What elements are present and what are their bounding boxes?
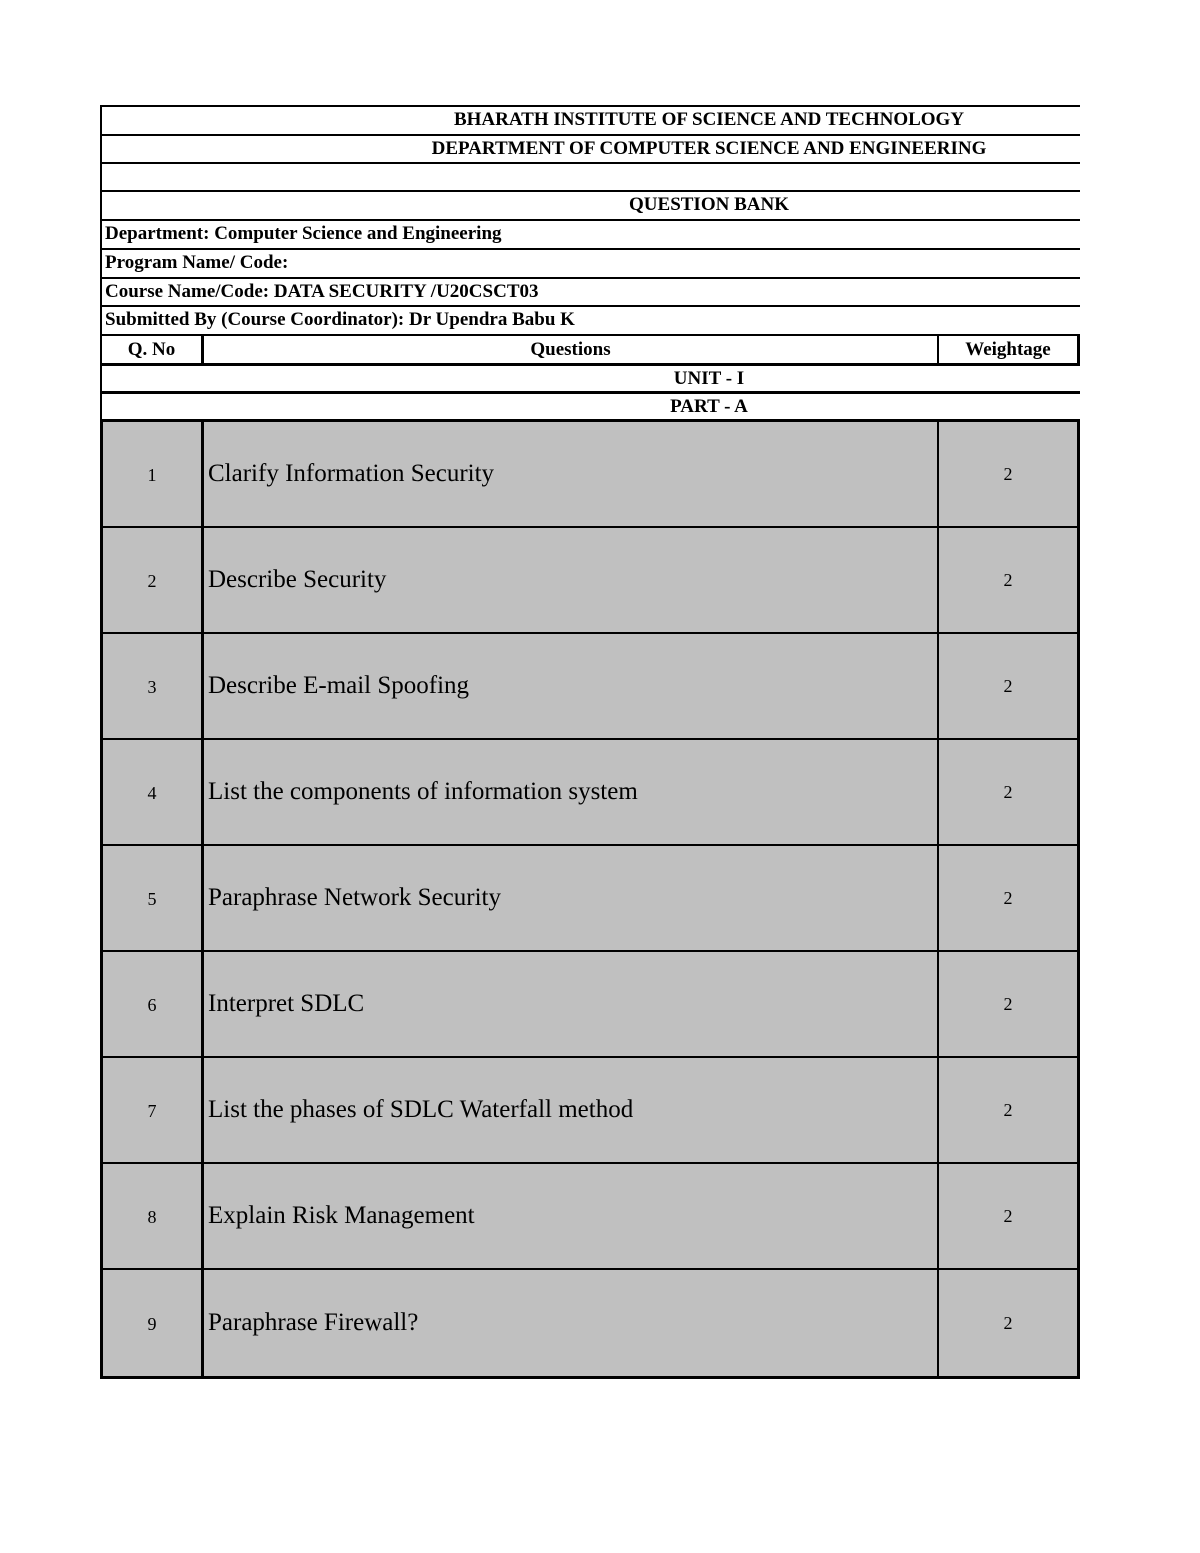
question-text: List the phases of SDLC Waterfall method — [201, 1058, 937, 1162]
blank-row — [100, 162, 1080, 190]
part-row — [100, 391, 1080, 419]
question-bank-sheet — [100, 105, 1080, 1379]
question-text: Paraphrase Network Security — [201, 846, 937, 950]
table-row — [103, 1164, 1080, 1270]
table-row — [103, 740, 1080, 846]
institute-name: BHARATH INSTITUTE OF SCIENCE AND TECHNOLOGY — [453, 109, 965, 130]
doc-title: QUESTION BANK — [629, 194, 789, 215]
question-text: Paraphrase Firewall? — [201, 1270, 937, 1376]
question-weightage: 2 — [937, 740, 1080, 844]
info-program-row — [100, 248, 1080, 277]
table-row — [103, 1058, 1080, 1164]
question-number: 7 — [147, 1100, 157, 1121]
table-row — [103, 1270, 1080, 1376]
column-header-row — [100, 334, 1080, 363]
column-header-qno: Q. No — [100, 334, 201, 363]
info-department-row — [100, 219, 1080, 248]
table-row — [103, 422, 1080, 528]
question-number: 8 — [147, 1206, 157, 1227]
question-number: 1 — [147, 464, 157, 485]
question-weightage: 2 — [937, 846, 1080, 950]
question-number: 2 — [147, 570, 157, 591]
column-header-weightage: Weightage — [937, 334, 1080, 363]
questions-table — [100, 419, 1080, 1379]
table-row — [103, 634, 1080, 740]
doc-title-row — [100, 190, 1080, 219]
info-course-row — [100, 277, 1080, 305]
department-title-row — [100, 134, 1080, 162]
question-number: 3 — [147, 676, 157, 697]
unit-label: UNIT - I — [673, 368, 745, 389]
table-row — [103, 528, 1080, 634]
table-row — [103, 952, 1080, 1058]
unit-row — [100, 363, 1080, 391]
info-submitted-by: Submitted By (Course Coordinator): Dr Upendra Babu K — [105, 309, 575, 330]
info-program: Program Name/ Code: — [105, 252, 289, 273]
question-weightage: 2 — [937, 952, 1080, 1056]
part-label: PART - A — [670, 396, 748, 417]
info-course: Course Name/Code: DATA SECURITY /U20CSCT03 — [105, 281, 539, 302]
question-text: Describe E-mail Spoofing — [201, 634, 937, 738]
department-title: DEPARTMENT OF COMPUTER SCIENCE AND ENGINEERING — [431, 138, 987, 159]
question-text: Clarify Information Security — [201, 422, 937, 526]
question-number: 9 — [147, 1313, 157, 1334]
question-text: Interpret SDLC — [201, 952, 937, 1056]
question-text: Describe Security — [201, 528, 937, 632]
info-submitted-row — [100, 305, 1080, 334]
institute-row — [100, 105, 1080, 134]
question-number: 5 — [147, 888, 157, 909]
question-weightage: 2 — [937, 1164, 1080, 1268]
question-weightage: 2 — [937, 1270, 1080, 1376]
table-row — [103, 846, 1080, 952]
question-text: List the components of information system — [201, 740, 937, 844]
question-weightage: 2 — [937, 422, 1080, 526]
question-text: Explain Risk Management — [201, 1164, 937, 1268]
question-weightage: 2 — [937, 1058, 1080, 1162]
question-number: 4 — [147, 782, 157, 803]
info-department: Department: Computer Science and Engineering — [105, 223, 502, 244]
column-header-questions: Questions — [201, 334, 937, 363]
question-number: 6 — [147, 994, 157, 1015]
question-weightage: 2 — [937, 634, 1080, 738]
question-weightage: 2 — [937, 528, 1080, 632]
